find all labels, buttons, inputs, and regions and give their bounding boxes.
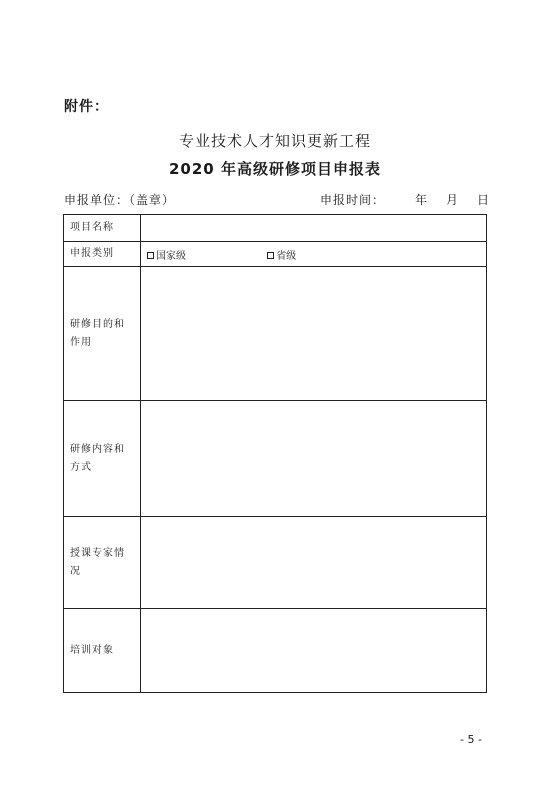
day-label: 日 [477, 193, 491, 207]
purpose-row [64, 267, 487, 401]
document-title: 专业技术人才知识更新工程 [178, 132, 371, 150]
application-form-table [63, 214, 487, 693]
application-time-label: 申报时间： [320, 193, 386, 207]
target-row [64, 609, 487, 693]
checkbox-icon[interactable] [267, 252, 274, 259]
document-subtitle: 2020 年高级研修项目申报表 [169, 160, 381, 178]
applicant-unit-label: 申报单位：（盖章） [64, 193, 176, 207]
purpose-field[interactable] [141, 267, 487, 401]
page-number: - 5 - [460, 733, 482, 746]
target-label: 培训对象 [64, 609, 141, 693]
category-row [64, 242, 487, 267]
category-option-national-label: 国家级 [156, 250, 186, 262]
category-label: 申报类别 [64, 242, 141, 267]
category-options [141, 242, 487, 267]
content-field[interactable] [141, 401, 487, 517]
year-label: 年 [415, 193, 429, 207]
project-name-label: 项目名称 [64, 215, 141, 242]
content-label: 研修内容和方式 [64, 401, 141, 517]
project-name-field[interactable] [141, 215, 487, 242]
attachment-label: 附件： [64, 99, 109, 115]
expert-row [64, 517, 487, 609]
checkbox-icon[interactable] [147, 252, 154, 259]
target-field[interactable] [141, 609, 487, 693]
purpose-label: 研修目的和作用 [64, 267, 141, 401]
application-date-line [320, 191, 490, 208]
category-option-provincial[interactable] [267, 247, 296, 262]
project-name-row [64, 215, 487, 242]
category-option-national[interactable] [147, 247, 186, 262]
expert-field[interactable] [141, 517, 487, 609]
expert-label: 授课专家情况 [64, 517, 141, 609]
content-row [64, 401, 487, 517]
month-label: 月 [446, 193, 460, 207]
category-option-provincial-label: 省级 [276, 250, 297, 262]
